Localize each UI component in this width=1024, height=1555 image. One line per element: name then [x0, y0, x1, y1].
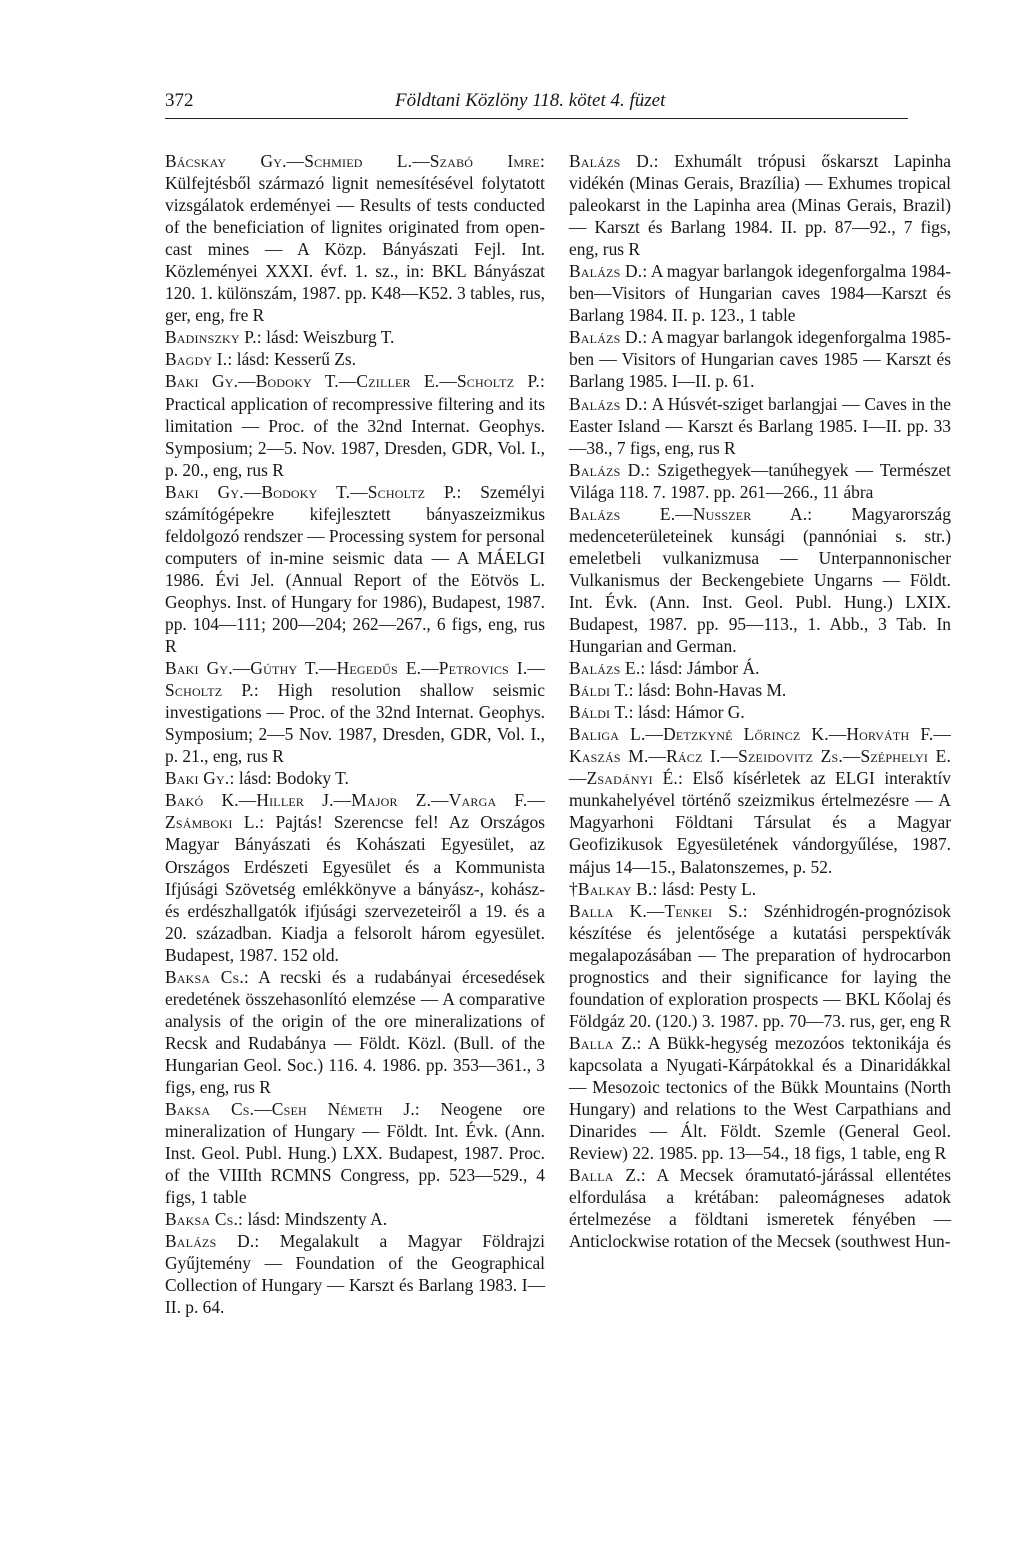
entry-author: Balázs D.:: [569, 393, 648, 414]
entry-text: A magyar barlangok idegenforgalma 1985-ben — Visitors of Hungarian caves 1985 — Karszt és Barlang 1985. I—II. p. 61.: [569, 327, 951, 392]
bibliography-entry: [165, 657, 545, 767]
entry-text: A magyar barlangok idegenforgalma 1984-ben—Visitors of Hungarian caves 1984—Karszt és Barlang 1984. II. p. 123., 1 table: [569, 261, 951, 326]
bibliography-entry: [569, 503, 951, 657]
entry-author: Baksa Cs.:: [165, 966, 249, 987]
entry-text: Személyi számítógépekre kifejlesztett bányaszeizmikus feldolgozó rendszer — Processing system for personal computers of in-mine seismic data — A MÁELGI 1986. Évi Jel. (Annual Report of the Eötvös L. Geophys. Inst. of Hungary for 1986), Budapest, 1987. pp. 104—111; 200—204; 262—267., 6 figs, eng, rus R: [165, 481, 545, 657]
entry-author: Baksa Cs.—Cseh Németh J.:: [165, 1099, 420, 1120]
entry-text: lásd: Pesty L.: [661, 878, 757, 899]
entry-author: Baki Gy.—Bodoky T.—Scholtz P.:: [165, 481, 462, 502]
entry-text: Külfejtésből származó lignit nemesítésével folytatott vizsgálatok erdeményei — Results of tests conducted of the beneficiation of lignites originated from open-cast mines — A Közp. Bányászati Fejl. Int. Közleményei XXXI. évf. 1. sz., in: BKL Bányászat 120. 1. különszám, 1987. pp. K48—K52. 3 tables, rus, ger, eng, fre R: [165, 173, 545, 326]
bibliography-entry: [165, 767, 545, 789]
bibliography-entry: [569, 1164, 951, 1252]
entry-author: †Balkay B.:: [569, 878, 658, 899]
entry-text: Szénhidrogén-prognózisok készítése és jelentősége a kutatási perspektívák megalapozásában — The preparation of hydrocarbon prognostics and their significance for laying the foundation of exploration prospects — BKL Kőolaj és Földgáz 20. (120.) 3. 1987. pp. 70—73. rus, ger, eng R: [569, 900, 951, 1031]
entry-author: Balázs D.:: [569, 261, 648, 282]
entry-author: Balla K.—Tenkei S.:: [569, 900, 748, 921]
entry-author: Baki Gy.—Bodoky T.—Cziller E.—Scholtz P.:: [165, 371, 545, 392]
bibliography-entry: [165, 348, 545, 370]
running-title: Földtani Közlöny 118. kötet 4. füzet: [395, 90, 666, 111]
bibliography-entry: [569, 260, 951, 326]
entry-author: Bagdy I.:: [165, 349, 233, 370]
entry-author: Balázs D.:: [569, 459, 651, 480]
entry-author: Balázs E.:: [569, 658, 646, 679]
entry-author: Balázs D.:: [165, 1231, 260, 1252]
bibliography-entry: [569, 326, 951, 392]
bibliography-entry: [569, 900, 951, 1032]
page-header: [165, 88, 908, 118]
entry-author: Balla Z.:: [569, 1165, 646, 1186]
entry-text: Neogene ore mineralization of Hungary — Földt. Int. Évk. (Ann. Inst. Geol. Publ. Hung.) LXX. Budapest, 1987. Proc. of the VIIIth RCMNS Congress, pp. 523—529., 4 figs, 1 table: [165, 1099, 545, 1208]
entry-author: Bácskay Gy.—Schmied L.—Szabó Imre:: [165, 151, 545, 171]
entry-author: Baliga L.—Detzkyné Lőrincz K.—Horváth F.—Kaszás M.—Rácz I.—Szeidovitz Zs.—Széphelyi E.—Zsadányi É.:: [569, 724, 951, 789]
bibliography-entry: [569, 657, 951, 679]
entry-text: Pajtás! Szerencse fel! Az Országos Magyar Bányászati és Kohászati Egyesület, az Országos Erdészeti Egyesület és a Kommunista Ifjúsági Szövetség emlékkönyve a bányász-, kohász- és erdészhallgatók ifjúsági szervezeteiről a 19. és a 20. században. Kiadja a felsorolt három egyesület. Budapest, 1987. 152 old.: [165, 812, 545, 965]
entry-author: Balla Z.:: [569, 1032, 642, 1053]
entry-text: Első kísérletek az ELGI interaktív munkahelyével történő szeizmikus értelmezésre — A Magyarhoni Földtani Társulat és a Magyar Geofizikusok Egyesületének vándorgyűlése, 1987. május 14—15., Balatonszemes, p. 52.: [569, 768, 951, 877]
page-number: 372: [165, 90, 194, 111]
entry-author: Báldi T.:: [569, 702, 634, 723]
bibliography-entry: [569, 679, 951, 701]
entry-text: A recski és a rudabányai ércesedések eredetének összehasonlító elemzése — A comparative analysis of the origin of the ore mineralizations of Recsk and Rudabánya — Földt. Közl. (Bull. of the Hungarian Geol. Soc.) 116. 4. 1986. pp. 353—361., 3 figs, eng, rus R: [165, 966, 546, 1097]
entry-author: Baki Gy.—Gúthy T.—Hegedűs E.—Petrovics I.—Scholtz P.:: [165, 658, 545, 701]
entry-text: lásd: Jámbor Á.: [649, 658, 760, 679]
right-column: [569, 150, 951, 1252]
bibliography-entry: [165, 789, 545, 965]
entry-text: Magyarország medenceterületeinek kunsági (pannóniai s. str.) emeletbeli vulkanizmusa — Unterpannonischer Vulkanismus der Beckengebiete Ungarns — Földt. Int. Évk. (Ann. Inst. Geol. Publ. Hung.) LXIX. Budapest, 1987. pp. 95—113., 1. Abb., 3 Tab. In Hungarian and German.: [569, 503, 951, 657]
bibliography-entry: [165, 1230, 545, 1318]
entry-author: Balázs D.:: [569, 151, 659, 171]
bibliography-entry: [569, 723, 951, 877]
bibliography-entry: [569, 1032, 951, 1164]
bibliography-entry: [165, 370, 545, 480]
entry-author: Balázs D.:: [569, 327, 648, 348]
entry-text: A Húsvét-sziget barlangjai — Caves in the Easter Island — Karszt és Barlang 1985. I—II. pp. 33—38., 7 figs, eng, rus R: [569, 393, 951, 458]
bibliography-entry: [569, 459, 951, 503]
bibliography-entry: [165, 966, 545, 1098]
entry-author: Bakó K.—Hiller J.—Major Z.—Varga F.—Zsámboki L.:: [165, 790, 545, 833]
entry-text: lásd: Kesserű Zs.: [236, 349, 357, 370]
bibliography-entry: [165, 150, 545, 326]
entry-author: Balázs E.—Nusszer A.:: [569, 503, 813, 524]
bibliography-entry: [569, 150, 951, 260]
entry-author: Baksa Cs.:: [165, 1209, 244, 1230]
entry-text: Megalakult a Magyar Földrajzi Gyűjtemény — Foundation of the Geographical Collection of Hungary — Karszt és Barlang 1983. I—II. p. 64.: [165, 1231, 545, 1318]
entry-text: High resolution shallow seismic investigations — Proc. of the 32nd Internat. Geophys. Symposium; 2—5 Nov. 1987, Dresden, GDR, Vol. I., p. 21., eng, rus R: [165, 680, 545, 767]
bibliography-entry: [569, 393, 951, 459]
bibliography-entry: [165, 481, 545, 657]
bibliography-entry: [165, 1098, 545, 1208]
header-rule: [165, 118, 908, 119]
entry-text: lásd: Mindszenty A.: [247, 1209, 388, 1230]
entry-text: lásd: Bohn-Havas M.: [637, 680, 787, 701]
entry-text: lásd: Hámor G.: [637, 702, 745, 723]
entry-text: A Mecsek óramutató-járással ellentétes elfordulása a krétában: paleomágneses adatok értelmezése a földtani ismeretek fényében — Anticlockwise rotation of the Mecsek (southwest Hun-: [569, 1165, 952, 1252]
entry-text: Practical application of recompressive filtering and its limitation — Proc. of the 32nd Internat. Geophys. Symposium; 2—5. Nov. 1987, Dresden, GDR, Vol. I., p. 20., eng, rus R: [165, 393, 545, 480]
entry-text: lásd: Weiszburg T.: [266, 327, 395, 348]
entry-text: Exhumált trópusi őskarszt Lapinha vidékén (Minas Gerais, Brazília) — Exhumes tropical paleokarst in the Lapinha area (Minas Gerais, Brazil) — Karszt és Barlang 1984. II. pp. 87—92., 7 figs, eng, rus R: [569, 151, 951, 260]
bibliography-entry: [569, 878, 951, 900]
bibliography-entry: [165, 1208, 545, 1230]
entry-text: lásd: Bodoky T.: [238, 768, 349, 789]
bibliography-entry: [569, 701, 951, 723]
entry-text: A Bükk-hegység mezozóos tektonikája és kapcsolata a Nyugati-Kárpátokkal és a Dinaridákkal — Mesozoic tectonics of the Bükk Mountains (North Hungary) and relations to the West Carpathians and Dinarides — Ált. Földt. Szemle (General Geol. Review) 22. 1985. pp. 13—54., 18 figs, 1 table, eng R: [569, 1032, 951, 1164]
entry-author: Báldi T.:: [569, 680, 634, 701]
bibliography-entry: [165, 326, 545, 348]
entry-text: Szigethegyek—tanúhegyek — Természet Világa 118. 7. 1987. pp. 261—266., 11 ábra: [569, 459, 951, 502]
left-column: [165, 150, 545, 1318]
entry-author: Badinszky P.:: [165, 327, 262, 348]
entry-author: Baki Gy.:: [165, 768, 235, 789]
